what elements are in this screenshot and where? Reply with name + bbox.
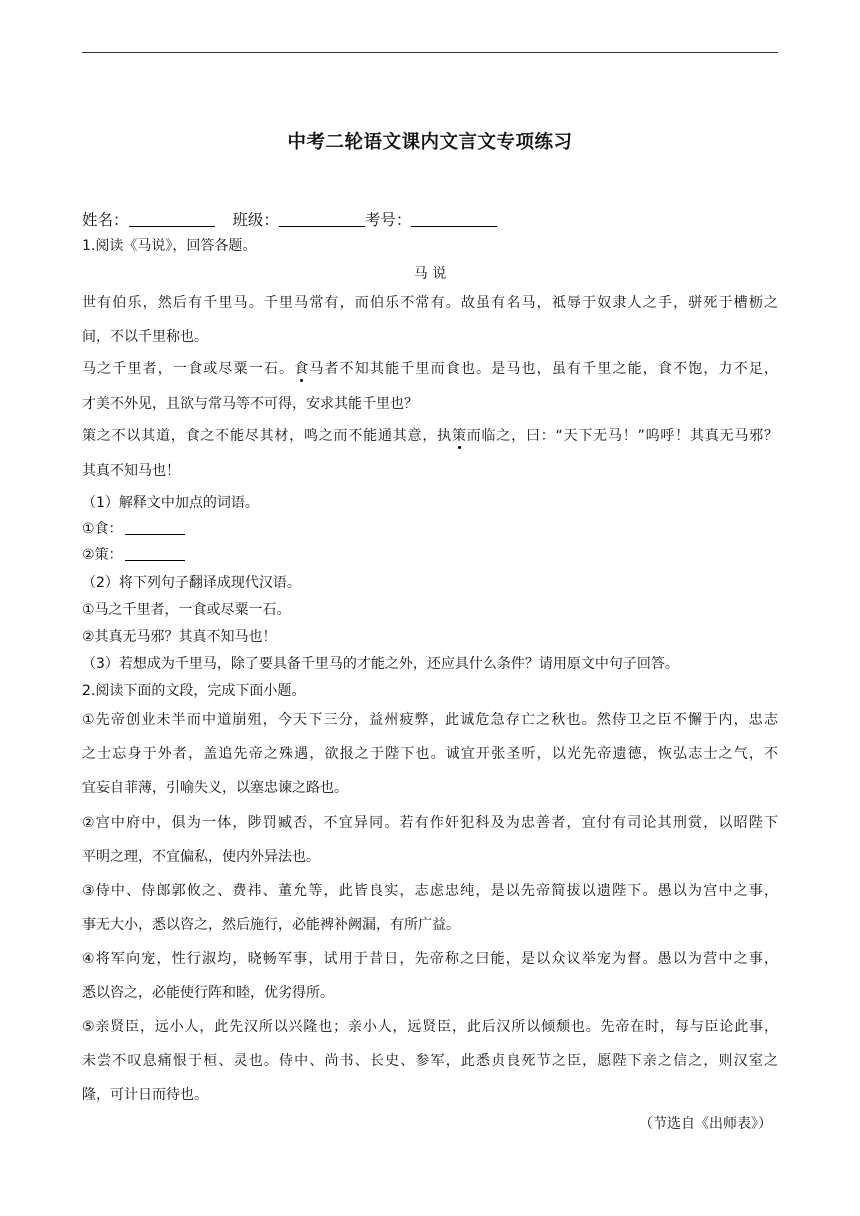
q2-text-line: ③侍中、侍郎郭攸之、费祎、董允等，此皆良实，志虑忠纯，是以先帝简拔以遗陛下。愚以为宫中之事， bbox=[82, 883, 778, 899]
name-blank[interactable] bbox=[129, 210, 215, 227]
q1-sub2-b: ②其真无马邪？其真不知马也！ bbox=[82, 629, 277, 645]
class-label: 班级： bbox=[232, 211, 279, 229]
q2-text-line: ④将军向宠，性行淑均，晓畅军事，试用于昔日，先帝称之曰能，是以众议举宠为督。愚以为营中之事， bbox=[82, 951, 778, 967]
q1-sub2-a: ①马之千里者，一食或尽粟一石。 bbox=[82, 602, 291, 618]
q1-text-line: 间，不以千里称也。 bbox=[82, 329, 208, 345]
q2-text-line: 未尝不叹息痛恨于桓、灵也。侍中、尚书、长史、参军，此悉贞良死节之臣，愿陛下亲之信之，则汉室之 bbox=[82, 1053, 778, 1069]
class-blank[interactable] bbox=[279, 210, 365, 227]
answer-blank[interactable] bbox=[125, 519, 185, 535]
source-citation: （节选自《出师表》） bbox=[639, 1116, 772, 1132]
q2-text-line: 宜妄自菲薄，引喻失义，以塞忠谏之路也。 bbox=[82, 780, 348, 796]
q2-text-line: ⑤亲贤臣，远小人，此先汉所以兴隆也；亲小人，远贤臣，此后汉所以倾颓也。先帝在时，每与臣论此事， bbox=[82, 1019, 778, 1035]
answer-blank[interactable] bbox=[125, 545, 185, 561]
q1-prompt: 1.阅读《马说》，回答各题。 bbox=[82, 238, 257, 254]
dotted-word-ce: 策 bbox=[451, 428, 467, 444]
q2-text-line: 之士忘身于外者，盖追先帝之殊遇，欲报之于陛下也。诚宜开张圣听，以光先帝遗德，恢弘志士之气，不 bbox=[82, 746, 778, 762]
q2-text-line: 隆，可计日而待也。 bbox=[82, 1087, 208, 1103]
q1-sub2: （2）将下列句子翻译成现代汉语。 bbox=[82, 575, 301, 591]
q1-text-line: 世有伯乐，然后有千里马。千里马常有，而伯乐不常有。故虽有名马，祗辱于奴隶人之手，骈死于槽枥之 bbox=[82, 295, 778, 311]
student-info-fields bbox=[82, 208, 497, 230]
q1-sub3: （3）若想成为千里马，除了要具备千里马的才能之外，还应具什么条件？请用原文中句子回答。 bbox=[82, 656, 679, 672]
q1-text-line: 策之不以其道，食之不能尽其材，鸣之而不能通其意，执策而临之，曰：“天下无马！”呜呼！其真无马邪？ bbox=[82, 428, 779, 444]
q2-text-line: ②宫中府中，俱为一体，陟罚臧否，不宜异同。若有作奸犯科及为忠善者，宜付有司论其刑赏，以昭陛下 bbox=[82, 815, 778, 831]
number-blank[interactable] bbox=[411, 210, 497, 227]
page-title: 中考二轮语文课内文言文专项练习 bbox=[287, 132, 573, 153]
q1-sub1-a: ①食： bbox=[82, 518, 185, 538]
name-label: 姓名： bbox=[82, 211, 129, 229]
q2-text-line: 平明之理，不宜偏私，使内外异法也。 bbox=[82, 849, 320, 865]
header-rule bbox=[82, 52, 778, 53]
q2-text-line: 事无大小，悉以咨之，然后施行，必能裨补阙漏，有所广益。 bbox=[82, 917, 460, 933]
q1-sub1: （1）解释文中加点的词语。 bbox=[82, 495, 259, 511]
dotted-word-shi: 食 bbox=[294, 361, 310, 377]
q2-text-line: ①先帝创业未半而中道崩殂，今天下三分，益州疲弊，此诚危急存亡之秋也。然侍卫之臣不懈于内，忠志 bbox=[82, 712, 778, 728]
q1-sub1-b: ②策： bbox=[82, 544, 185, 564]
q2-prompt: 2.阅读下面的文段，完成下面小题。 bbox=[82, 683, 306, 699]
q2-text-line: 悉以咨之，必能使行阵和睦，优劣得所。 bbox=[82, 985, 334, 1001]
q1-text-line: 才美不外见，且欲与常马等不可得，安求其能千里也？ bbox=[82, 396, 418, 412]
passage-title: 马 说 bbox=[413, 266, 447, 282]
q1-text-line: 其真不知马也！ bbox=[82, 463, 180, 479]
number-label: 考号： bbox=[364, 211, 412, 229]
q1-text-line: 马之千里者，一食或尽粟一石。食马者不知其能千里而食也。是马也，虽有千里之能，食不饱，力不足， bbox=[82, 361, 779, 377]
